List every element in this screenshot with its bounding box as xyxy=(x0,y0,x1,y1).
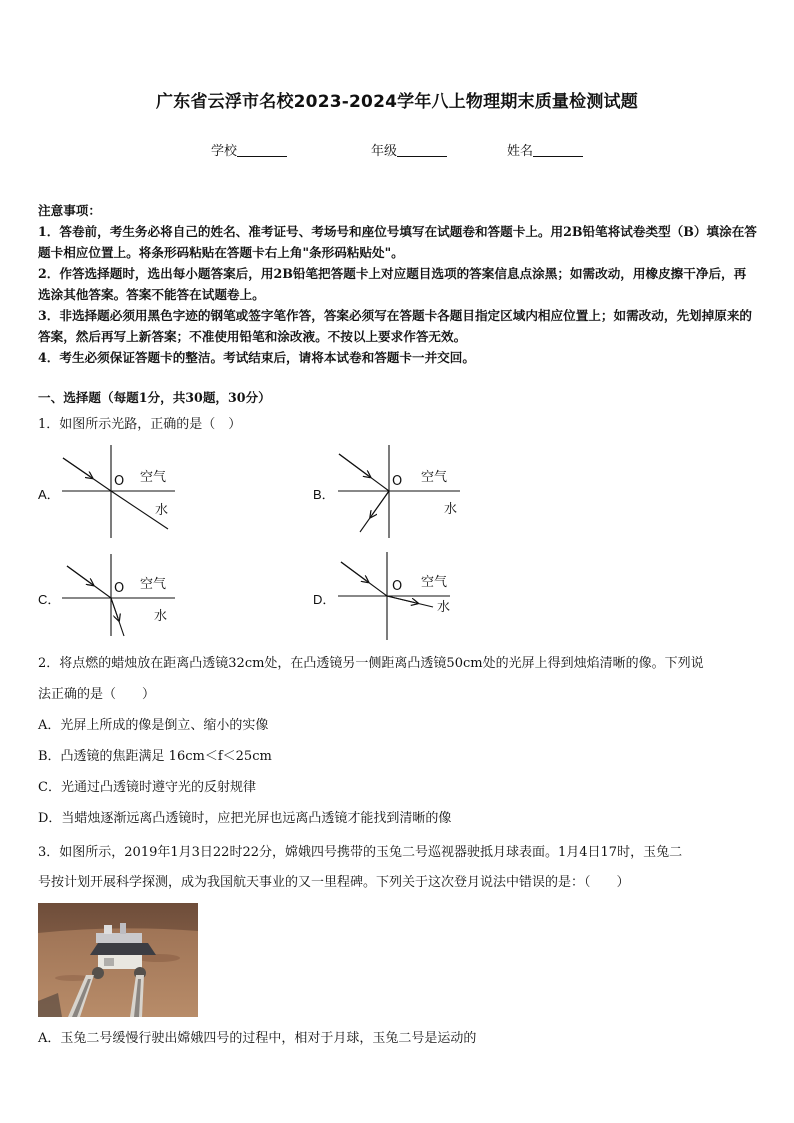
notice-item-2: 2．作答选择题时，选出每小题答案后，用2B铅笔把答题卡上对应题目选项的答案信息点涂黑；如需改动，用橡皮擦干净后，再选涂其他答案。答案不能答在试题卷上。 xyxy=(38,266,747,302)
name-blank xyxy=(533,144,583,157)
b-air-label: 空气 xyxy=(421,470,448,485)
q2-option-b: B．凸透镜的焦距满足 16cm＜f＜25cm xyxy=(38,749,272,764)
lunar-rover-photo xyxy=(38,903,198,1017)
question-1-stem: 1．如图所示光路，正确的是（ ） xyxy=(38,417,242,432)
q1-ray-diagrams xyxy=(0,440,794,650)
d-point-o: O xyxy=(392,579,403,594)
q1-option-c-label: C． xyxy=(38,592,61,607)
diagram-a xyxy=(62,445,175,538)
d-water-label: 水 xyxy=(437,600,451,615)
notice-heading: 注意事项： xyxy=(38,203,101,218)
c-air-label: 空气 xyxy=(140,577,167,592)
name-label: 姓名 xyxy=(507,144,534,159)
grade-label: 年级 xyxy=(371,144,398,159)
school-label: 学校 xyxy=(211,144,238,159)
question-3-stem-line2: 号按计划开展科学探测，成为我国航天事业的又一里程碑。下列关于这次登月说法中错误的是：（ ） xyxy=(38,875,630,890)
notice-item-3: 3．非选择题必须用黑色字迹的钢笔或签字笔作答，答案必须写在答题卡各题目指定区域内相应位置上；如需改动，先划掉原来的答案，然后再写上新答案；不准使用铅笔和涂改液。不按以上要求作答无效。 xyxy=(38,308,753,344)
c-point-o: O xyxy=(114,581,125,596)
q1-option-b-label: B． xyxy=(313,487,335,502)
q2-option-a: A．光屏上所成的像是倒立、缩小的实像 xyxy=(38,718,269,733)
school-field xyxy=(211,140,287,159)
d-air-label: 空气 xyxy=(421,575,448,590)
notice-item-1: 1．答卷前，考生务必将自己的姓名、准考证号、考场号和座位号填写在试题卷和答题卡上。用2B铅笔将试卷类型（B）填涂在答题卡相应位置上。将条形码粘贴在答题卡右上角"条形码粘贴处"。 xyxy=(38,224,757,260)
grade-field xyxy=(371,140,447,159)
question-3-stem-line1: 3．如图所示，2019年1月3日22时22分，嫦娥四号携带的玉兔二号巡视器驶抵月球表面。1月4日17时，玉兔二 xyxy=(38,845,683,860)
diagram-b xyxy=(338,445,460,538)
a-water-label: 水 xyxy=(155,503,169,518)
q1-option-d-label: D． xyxy=(313,592,336,607)
grade-blank xyxy=(397,144,447,157)
c-water-label: 水 xyxy=(154,609,168,624)
b-water-label: 水 xyxy=(444,502,458,517)
name-field xyxy=(507,140,583,159)
question-2-stem-line2: 法正确的是（ ） xyxy=(38,687,156,702)
page-title: 广东省云浮市名校2023-2024学年八上物理期末质量检测试题 xyxy=(156,92,638,112)
q1-option-a-label: A． xyxy=(38,487,60,502)
section-heading: 一、选择题（每题1分，共30题，30分） xyxy=(38,390,271,405)
diagram-d xyxy=(338,552,450,640)
b-point-o: O xyxy=(392,474,403,489)
notice-item-4: 4．考生必须保证答题卡的整洁。考试结束后，请将本试卷和答题卡一并交回。 xyxy=(38,350,475,365)
a-point-o: O xyxy=(114,474,125,489)
q3-option-a: A．玉兔二号缓慢行驶出嫦娥四号的过程中，相对于月球，玉兔二号是运动的 xyxy=(38,1031,477,1046)
q2-option-d: D．当蜡烛逐渐远离凸透镜时，应把光屏也远离凸透镜才能找到清晰的像 xyxy=(38,811,452,826)
question-2-stem-line1: 2．将点燃的蜡烛放在距离凸透镜32cm处，在凸透镜另一侧距离凸透镜50cm处的光屏上得到烛焰清晰的像。下列说 xyxy=(38,656,704,671)
school-blank xyxy=(237,144,287,157)
q2-option-c: C．光通过凸透镜时遵守光的反射规律 xyxy=(38,780,256,795)
a-air-label: 空气 xyxy=(140,470,167,485)
